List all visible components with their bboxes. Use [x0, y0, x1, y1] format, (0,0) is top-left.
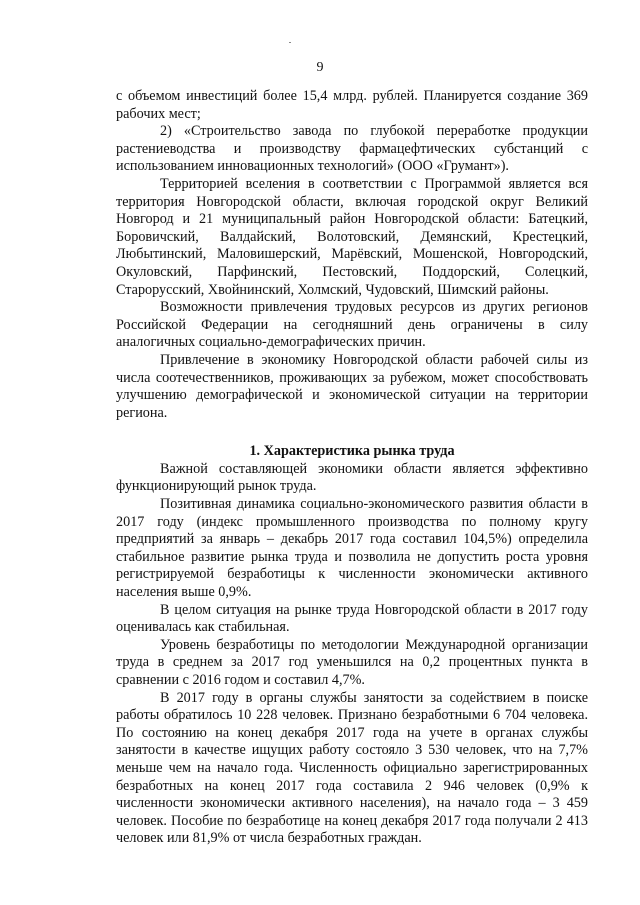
page-number: 9 [316, 60, 324, 75]
paragraph-employment-service: В 2017 году в органы службы занятости за содействием в поиске работы обратилось 10 228 человек. Признано безработными 6 704 человека. По состоянию на конец декабря 2017 года на учете в органах службы занятости в качестве ищущих работу состояло 3 530 человек, что на 7,7% меньше чем на начало года. Численность официально зарегистрированных безработных на конец 2017 года составила 2 946 человек (0,9% к численности экономически активного населения), на начало года – 3 459 человек. Пособие по безработице на конец декабря 2017 года получали 2 413 человек или 81,9% от числа безработных граждан. [116, 689, 588, 847]
paragraph-compatriots: Привлечение в экономику Новгородской области рабочей силы из числа соотечественников, проживающих за рубежом, может способствовать улучшению демографической и экономической ситуации на территории региона. [116, 351, 588, 421]
paragraph-grumant-project: 2) «Строительство завода по глубокой переработке продукции растениеводства и производству фармацефтических субстанций с использованием инновационных технологий» (ООО «Грумант»). [116, 123, 588, 175]
paragraph-stable-situation: В целом ситуация на рынке труда Новгородской области в 2017 году оценивалась как стабильная. [116, 601, 588, 636]
paragraph-positive-dynamics: Позитивная динамика социально-экономического развития области в 2017 году (индекс промышленного производства по полному кругу предприятий за январь – декабрь 2017 года составил 104,5%) определила стабильное развитие рынка труда и позволила не допустить роста уровня регистрируемой безработицы к численности экономически активного населения выше 0,9%. [116, 496, 588, 601]
scan-artifact-dot [289, 42, 291, 43]
paragraph-unemployment-ilo: Уровень безработицы по методологии Международной организации труда в среднем за 2017 год уменьшился на 0,2 процентных пункта в сравнении с 2016 годом и составил 4,7%. [116, 636, 588, 688]
paragraph-settlement-territory: Территорией вселения в соответствии с Программой является вся территория Новгородской области, включая городской округ Великий Новгород и 21 муниципальный район Новгородской области: Батецкий, Боровичский, Валдайский, Волотовский, Демянский, Крестецкий, Любытинский, Маловишерский, Марёвский, Мошенской, Новгородский, Окуловский, Парфинский, Пестовский, Поддорский, Солецкий, Старорусский, Хвойнинский, Холмский, Чудовский, Шимский районы. [116, 175, 588, 298]
document-body [116, 88, 588, 848]
paragraph-labor-market-importance: Важной составляющей экономики области является эффективно функционирующий рынок труда. [116, 460, 588, 495]
section-title: 1. Характеристика рынка труда [249, 443, 455, 460]
paragraph-investment-continuation: с объемом инвестиций более 15,4 млрд. рублей. Планируется создание 369 рабочих мест; [116, 88, 588, 122]
paragraph-labor-resources: Возможности привлечения трудовых ресурсов из других регионов Российской Федерации на сегодняшний день ограничены в силу аналогичных социально-демографических причин. [116, 299, 588, 351]
